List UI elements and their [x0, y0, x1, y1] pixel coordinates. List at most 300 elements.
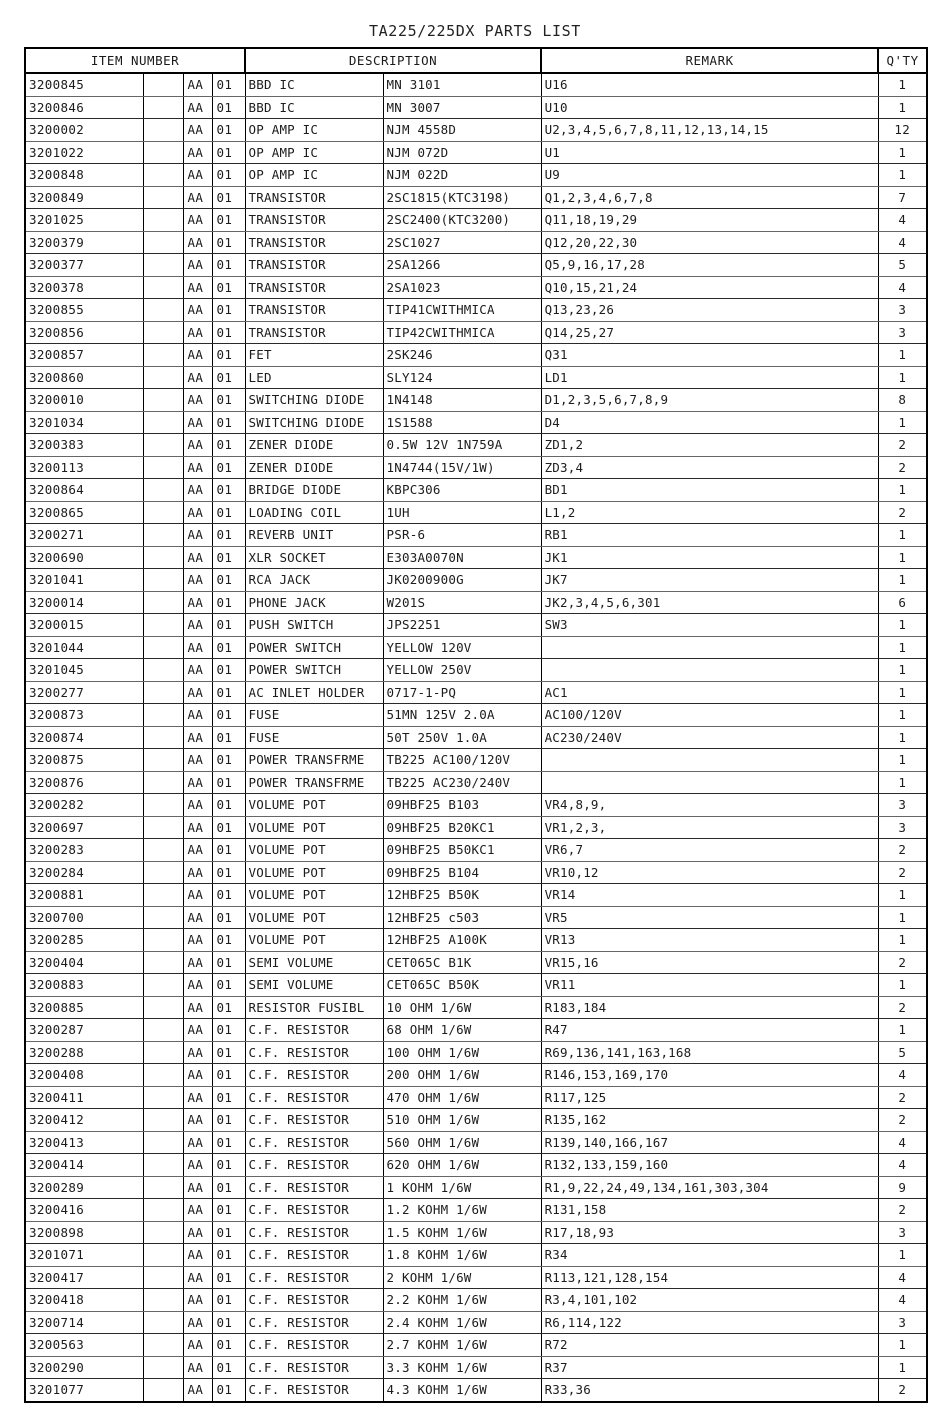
row-aa-code: AA — [183, 186, 212, 209]
row-blank — [143, 344, 183, 367]
row-aa-code: AA — [183, 119, 212, 142]
table-row — [25, 794, 927, 817]
row-revision: 01 — [212, 1266, 245, 1289]
row-qty: 1 — [878, 141, 927, 164]
row-spec: KBPC306 — [383, 479, 541, 502]
row-item-number: 3201034 — [25, 411, 143, 434]
row-revision: 01 — [212, 1154, 245, 1177]
table-row — [25, 884, 927, 907]
row-aa-code: AA — [183, 996, 212, 1019]
row-aa-code: AA — [183, 1379, 212, 1402]
row-blank — [143, 906, 183, 929]
row-revision: 01 — [212, 366, 245, 389]
row-revision: 01 — [212, 1334, 245, 1357]
row-aa-code: AA — [183, 164, 212, 187]
row-spec: 470 OHM 1/6W — [383, 1086, 541, 1109]
row-spec: YELLOW 120V — [383, 636, 541, 659]
row-description: SEMI VOLUME — [245, 974, 383, 997]
row-revision: 01 — [212, 681, 245, 704]
row-blank — [143, 726, 183, 749]
row-blank — [143, 1311, 183, 1334]
row-item-number: 3200846 — [25, 96, 143, 119]
row-aa-code: AA — [183, 659, 212, 682]
row-aa-code: AA — [183, 1199, 212, 1222]
row-remark: R37 — [541, 1356, 878, 1379]
row-qty: 4 — [878, 1131, 927, 1154]
row-revision: 01 — [212, 996, 245, 1019]
row-description: SWITCHING DIODE — [245, 389, 383, 412]
row-revision: 01 — [212, 231, 245, 254]
row-blank — [143, 794, 183, 817]
row-spec: SLY124 — [383, 366, 541, 389]
row-aa-code: AA — [183, 456, 212, 479]
row-remark: LD1 — [541, 366, 878, 389]
row-revision: 01 — [212, 479, 245, 502]
table-row — [25, 299, 927, 322]
row-revision: 01 — [212, 591, 245, 614]
table-row — [25, 1334, 927, 1357]
table-row — [25, 681, 927, 704]
row-blank — [143, 456, 183, 479]
row-blank — [143, 996, 183, 1019]
row-aa-code: AA — [183, 366, 212, 389]
row-description: FET — [245, 344, 383, 367]
row-item-number: 3200404 — [25, 951, 143, 974]
row-spec: 200 OHM 1/6W — [383, 1064, 541, 1087]
row-description: VOLUME POT — [245, 929, 383, 952]
row-description: VOLUME POT — [245, 839, 383, 862]
row-revision: 01 — [212, 254, 245, 277]
row-description: FUSE — [245, 704, 383, 727]
row-description: C.F. RESISTOR — [245, 1131, 383, 1154]
row-qty: 1 — [878, 906, 927, 929]
row-remark: Q14,25,27 — [541, 321, 878, 344]
row-blank — [143, 299, 183, 322]
row-description: BBD IC — [245, 73, 383, 96]
row-aa-code: AA — [183, 704, 212, 727]
row-revision: 01 — [212, 119, 245, 142]
row-description: POWER SWITCH — [245, 636, 383, 659]
row-description: REVERB UNIT — [245, 524, 383, 547]
row-spec: 09HBF25 B50KC1 — [383, 839, 541, 862]
row-item-number: 3200697 — [25, 816, 143, 839]
row-revision: 01 — [212, 73, 245, 96]
table-header — [25, 48, 927, 73]
row-aa-code: AA — [183, 96, 212, 119]
row-aa-code: AA — [183, 254, 212, 277]
row-qty: 4 — [878, 1064, 927, 1087]
row-qty: 4 — [878, 1266, 927, 1289]
row-description: C.F. RESISTOR — [245, 1019, 383, 1042]
row-spec: 2.4 KOHM 1/6W — [383, 1311, 541, 1334]
row-aa-code: AA — [183, 479, 212, 502]
row-item-number: 3200845 — [25, 73, 143, 96]
row-remark: JK2,3,4,5,6,301 — [541, 591, 878, 614]
row-item-number: 3200378 — [25, 276, 143, 299]
row-aa-code: AA — [183, 861, 212, 884]
row-spec: 2.7 KOHM 1/6W — [383, 1334, 541, 1357]
row-remark: R139,140,166,167 — [541, 1131, 878, 1154]
column-header-item-number: ITEM NUMBER — [25, 48, 245, 73]
row-spec: 3.3 KOHM 1/6W — [383, 1356, 541, 1379]
row-spec: 1S1588 — [383, 411, 541, 434]
row-blank — [143, 119, 183, 142]
row-qty: 1 — [878, 411, 927, 434]
row-description: AC INLET HOLDER — [245, 681, 383, 704]
table-row — [25, 591, 927, 614]
row-blank — [143, 771, 183, 794]
table-row — [25, 1064, 927, 1087]
row-revision: 01 — [212, 1356, 245, 1379]
row-remark: D1,2,3,5,6,7,8,9 — [541, 389, 878, 412]
table-row — [25, 929, 927, 952]
row-spec: 10 OHM 1/6W — [383, 996, 541, 1019]
row-item-number: 3200563 — [25, 1334, 143, 1357]
row-remark — [541, 771, 878, 794]
table-row — [25, 861, 927, 884]
row-description: C.F. RESISTOR — [245, 1199, 383, 1222]
row-revision: 01 — [212, 209, 245, 232]
row-blank — [143, 951, 183, 974]
row-qty: 1 — [878, 614, 927, 637]
row-revision: 01 — [212, 1109, 245, 1132]
table-row — [25, 1221, 927, 1244]
row-aa-code: AA — [183, 929, 212, 952]
row-spec: 12HBF25 c503 — [383, 906, 541, 929]
row-blank — [143, 186, 183, 209]
row-aa-code: AA — [183, 1064, 212, 1087]
row-revision: 01 — [212, 434, 245, 457]
row-revision: 01 — [212, 141, 245, 164]
row-remark: D4 — [541, 411, 878, 434]
row-revision: 01 — [212, 456, 245, 479]
row-description: POWER SWITCH — [245, 659, 383, 682]
row-revision: 01 — [212, 1244, 245, 1267]
row-item-number: 3200412 — [25, 1109, 143, 1132]
row-item-number: 3200881 — [25, 884, 143, 907]
row-aa-code: AA — [183, 141, 212, 164]
row-aa-code: AA — [183, 231, 212, 254]
row-spec: 2SC1815(KTC3198) — [383, 186, 541, 209]
row-description: C.F. RESISTOR — [245, 1154, 383, 1177]
row-remark: U10 — [541, 96, 878, 119]
row-blank — [143, 73, 183, 96]
row-remark: AC100/120V — [541, 704, 878, 727]
row-blank — [143, 636, 183, 659]
row-spec: 1UH — [383, 501, 541, 524]
row-revision: 01 — [212, 501, 245, 524]
row-description: C.F. RESISTOR — [245, 1109, 383, 1132]
row-qty: 2 — [878, 996, 927, 1019]
row-remark: Q31 — [541, 344, 878, 367]
row-remark: R1,9,22,24,49,134,161,303,304 — [541, 1176, 878, 1199]
row-blank — [143, 141, 183, 164]
row-blank — [143, 254, 183, 277]
row-description: TRANSISTOR — [245, 209, 383, 232]
row-revision: 01 — [212, 1041, 245, 1064]
row-qty: 1 — [878, 681, 927, 704]
row-item-number: 3200875 — [25, 749, 143, 772]
row-blank — [143, 591, 183, 614]
row-blank — [143, 1041, 183, 1064]
row-blank — [143, 1109, 183, 1132]
row-item-number: 3201025 — [25, 209, 143, 232]
row-aa-code: AA — [183, 344, 212, 367]
row-remark: R146,153,169,170 — [541, 1064, 878, 1087]
row-qty: 1 — [878, 1244, 927, 1267]
row-qty: 1 — [878, 569, 927, 592]
table-row — [25, 1356, 927, 1379]
row-aa-code: AA — [183, 1086, 212, 1109]
row-description: C.F. RESISTOR — [245, 1356, 383, 1379]
row-description: BBD IC — [245, 96, 383, 119]
row-revision: 01 — [212, 749, 245, 772]
row-remark: Q10,15,21,24 — [541, 276, 878, 299]
row-qty: 1 — [878, 704, 927, 727]
row-spec: JPS2251 — [383, 614, 541, 637]
row-blank — [143, 546, 183, 569]
column-header-remark: REMARK — [541, 48, 878, 73]
row-spec: CET065C B50K — [383, 974, 541, 997]
row-qty: 5 — [878, 1041, 927, 1064]
row-revision: 01 — [212, 276, 245, 299]
row-aa-code: AA — [183, 614, 212, 637]
row-qty: 1 — [878, 1334, 927, 1357]
row-qty: 2 — [878, 1086, 927, 1109]
row-qty: 1 — [878, 546, 927, 569]
row-aa-code: AA — [183, 1019, 212, 1042]
row-revision: 01 — [212, 164, 245, 187]
row-qty: 3 — [878, 1221, 927, 1244]
row-qty: 4 — [878, 276, 927, 299]
row-spec: 2SA1023 — [383, 276, 541, 299]
table-row — [25, 321, 927, 344]
row-blank — [143, 209, 183, 232]
row-spec: 4.3 KOHM 1/6W — [383, 1379, 541, 1402]
row-revision: 01 — [212, 659, 245, 682]
row-blank — [143, 614, 183, 637]
row-description: FUSE — [245, 726, 383, 749]
table-row — [25, 164, 927, 187]
row-item-number: 3200383 — [25, 434, 143, 457]
row-item-number: 3200714 — [25, 1311, 143, 1334]
row-blank — [143, 411, 183, 434]
row-revision: 01 — [212, 929, 245, 952]
row-remark: ZD3,4 — [541, 456, 878, 479]
row-item-number: 3200885 — [25, 996, 143, 1019]
row-remark: U2,3,4,5,6,7,8,11,12,13,14,15 — [541, 119, 878, 142]
row-description: C.F. RESISTOR — [245, 1311, 383, 1334]
row-spec: JK0200900G — [383, 569, 541, 592]
row-aa-code: AA — [183, 276, 212, 299]
row-spec: CET065C B1K — [383, 951, 541, 974]
row-revision: 01 — [212, 299, 245, 322]
row-item-number: 3200864 — [25, 479, 143, 502]
row-aa-code: AA — [183, 1176, 212, 1199]
row-blank — [143, 1334, 183, 1357]
row-blank — [143, 861, 183, 884]
row-aa-code: AA — [183, 411, 212, 434]
row-spec: 09HBF25 B103 — [383, 794, 541, 817]
row-remark: SW3 — [541, 614, 878, 637]
row-blank — [143, 524, 183, 547]
row-revision: 01 — [212, 411, 245, 434]
row-revision: 01 — [212, 546, 245, 569]
row-remark: Q13,23,26 — [541, 299, 878, 322]
row-blank — [143, 1356, 183, 1379]
row-aa-code: AA — [183, 749, 212, 772]
row-revision: 01 — [212, 861, 245, 884]
row-revision: 01 — [212, 771, 245, 794]
table-row — [25, 659, 927, 682]
row-description: C.F. RESISTOR — [245, 1379, 383, 1402]
row-blank — [143, 704, 183, 727]
row-qty: 4 — [878, 1289, 927, 1312]
row-item-number: 3200377 — [25, 254, 143, 277]
row-description: XLR SOCKET — [245, 546, 383, 569]
row-description: SWITCHING DIODE — [245, 411, 383, 434]
row-item-number: 3200277 — [25, 681, 143, 704]
row-revision: 01 — [212, 1019, 245, 1042]
table-row — [25, 1199, 927, 1222]
row-qty: 3 — [878, 299, 927, 322]
row-item-number: 3201045 — [25, 659, 143, 682]
row-spec: 100 OHM 1/6W — [383, 1041, 541, 1064]
table-row — [25, 411, 927, 434]
row-remark: Q1,2,3,4,6,7,8 — [541, 186, 878, 209]
row-remark: VR11 — [541, 974, 878, 997]
row-aa-code: AA — [183, 1289, 212, 1312]
row-item-number: 3200289 — [25, 1176, 143, 1199]
row-qty: 1 — [878, 974, 927, 997]
row-spec: 51MN 125V 2.0A — [383, 704, 541, 727]
row-spec: 1.2 KOHM 1/6W — [383, 1199, 541, 1222]
row-revision: 01 — [212, 1131, 245, 1154]
row-description: TRANSISTOR — [245, 186, 383, 209]
row-description: VOLUME POT — [245, 861, 383, 884]
row-item-number: 3200857 — [25, 344, 143, 367]
row-spec: 620 OHM 1/6W — [383, 1154, 541, 1177]
row-revision: 01 — [212, 726, 245, 749]
row-description: ZENER DIODE — [245, 456, 383, 479]
table-row — [25, 636, 927, 659]
row-aa-code: AA — [183, 974, 212, 997]
row-qty: 1 — [878, 771, 927, 794]
row-qty: 2 — [878, 456, 927, 479]
row-description: POWER TRANSFRME — [245, 771, 383, 794]
table-row — [25, 1244, 927, 1267]
row-description: TRANSISTOR — [245, 231, 383, 254]
row-blank — [143, 929, 183, 952]
table-row — [25, 344, 927, 367]
row-item-number: 3200113 — [25, 456, 143, 479]
row-item-number: 3200414 — [25, 1154, 143, 1177]
row-blank — [143, 1019, 183, 1042]
row-aa-code: AA — [183, 1244, 212, 1267]
row-item-number: 3201022 — [25, 141, 143, 164]
row-item-number: 3200418 — [25, 1289, 143, 1312]
row-description: SEMI VOLUME — [245, 951, 383, 974]
row-spec: 510 OHM 1/6W — [383, 1109, 541, 1132]
row-description: C.F. RESISTOR — [245, 1266, 383, 1289]
row-blank — [143, 231, 183, 254]
row-spec: 12HBF25 B50K — [383, 884, 541, 907]
row-aa-code: AA — [183, 209, 212, 232]
row-blank — [143, 366, 183, 389]
table-row — [25, 974, 927, 997]
row-item-number: 3201071 — [25, 1244, 143, 1267]
row-description: C.F. RESISTOR — [245, 1289, 383, 1312]
row-qty: 1 — [878, 726, 927, 749]
row-blank — [143, 434, 183, 457]
row-revision: 01 — [212, 906, 245, 929]
row-remark: R135,162 — [541, 1109, 878, 1132]
row-qty: 4 — [878, 209, 927, 232]
row-remark: VR14 — [541, 884, 878, 907]
row-description: C.F. RESISTOR — [245, 1086, 383, 1109]
row-spec: TB225 AC230/240V — [383, 771, 541, 794]
row-description: BRIDGE DIODE — [245, 479, 383, 502]
row-revision: 01 — [212, 96, 245, 119]
row-blank — [143, 1244, 183, 1267]
row-description: PUSH SWITCH — [245, 614, 383, 637]
row-remark: L1,2 — [541, 501, 878, 524]
row-revision: 01 — [212, 614, 245, 637]
row-revision: 01 — [212, 321, 245, 344]
row-aa-code: AA — [183, 73, 212, 96]
table-row — [25, 996, 927, 1019]
row-aa-code: AA — [183, 771, 212, 794]
row-remark: R34 — [541, 1244, 878, 1267]
row-remark: R47 — [541, 1019, 878, 1042]
row-description: C.F. RESISTOR — [245, 1221, 383, 1244]
row-remark: VR4,8,9, — [541, 794, 878, 817]
row-revision: 01 — [212, 974, 245, 997]
row-revision: 01 — [212, 1199, 245, 1222]
row-description: RESISTOR FUSIBL — [245, 996, 383, 1019]
row-revision: 01 — [212, 839, 245, 862]
row-remark: VR1,2,3, — [541, 816, 878, 839]
row-aa-code: AA — [183, 681, 212, 704]
row-remark: R113,121,128,154 — [541, 1266, 878, 1289]
row-spec: 1N4148 — [383, 389, 541, 412]
row-spec: W201S — [383, 591, 541, 614]
row-remark: VR15,16 — [541, 951, 878, 974]
row-blank — [143, 1086, 183, 1109]
row-qty: 5 — [878, 254, 927, 277]
row-qty: 3 — [878, 816, 927, 839]
row-blank — [143, 1154, 183, 1177]
row-spec: 560 OHM 1/6W — [383, 1131, 541, 1154]
table-row — [25, 501, 927, 524]
row-remark: R69,136,141,163,168 — [541, 1041, 878, 1064]
row-item-number: 3200855 — [25, 299, 143, 322]
row-item-number: 3201077 — [25, 1379, 143, 1402]
row-item-number: 3200010 — [25, 389, 143, 412]
row-revision: 01 — [212, 1221, 245, 1244]
row-item-number: 3200876 — [25, 771, 143, 794]
row-blank — [143, 501, 183, 524]
row-aa-code: AA — [183, 591, 212, 614]
row-spec: NJM 4558D — [383, 119, 541, 142]
row-item-number: 3200271 — [25, 524, 143, 547]
row-qty: 1 — [878, 524, 927, 547]
table-row — [25, 839, 927, 862]
row-qty: 3 — [878, 321, 927, 344]
row-spec: MN 3101 — [383, 73, 541, 96]
row-description: OP AMP IC — [245, 119, 383, 142]
row-spec: 2SA1266 — [383, 254, 541, 277]
